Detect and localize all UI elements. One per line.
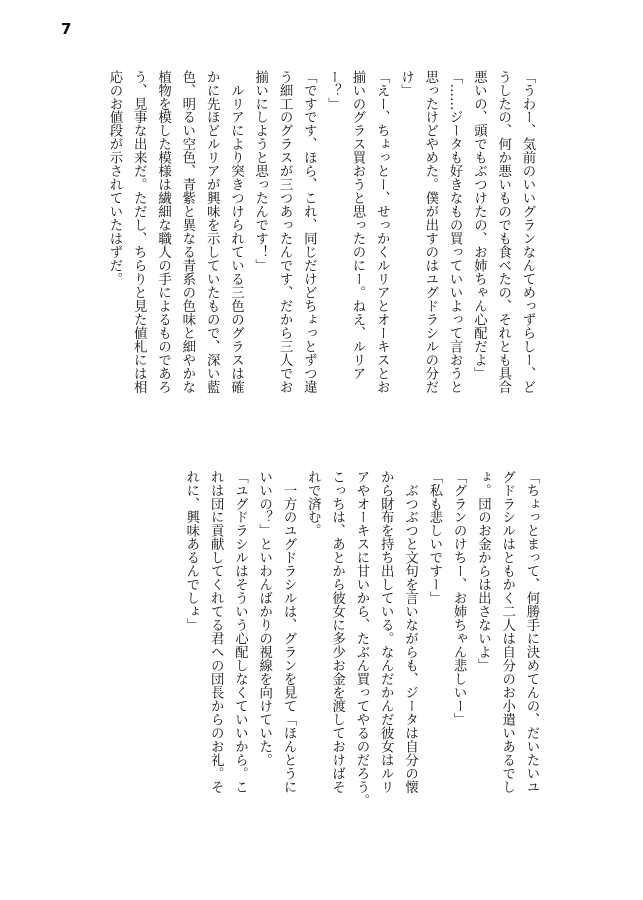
text-line: 「えー、ちょっとー、せっかくルリアとオーキスとお (374, 70, 390, 394)
text-line: 一方のユグドラシルは、グランを見て「ほんとうに (281, 470, 297, 794)
text-line: グドラシルはともかく二人は自分のお小遣いあるでし (499, 470, 515, 794)
text-line: 「グランのけちー、お姉ちゃん悲しいー」 (451, 470, 467, 727)
text-line: アやオーキスに甘いから、たぶん買ってやるのだろう。 (353, 470, 369, 807)
text-line: から財布を持ち出している。なんだかんだ彼女はルリ (378, 470, 394, 794)
text-line: ルリアにより突きつけられている三色のグラスは確 (228, 70, 244, 394)
text-block-upper (102, 70, 539, 448)
text-line: 揃いにしようと思ったんです！」 (252, 70, 268, 273)
text-line: け」 (398, 70, 414, 97)
text-line: ぶつぶつと文句を言いながらも、ジータは自分の懐 (402, 470, 418, 794)
text-line: う細工のグラスが三つあったんです、だから三人でお (277, 70, 293, 394)
text-line: 悪いの、頭でもぶつけたの、お姉ちゃん心配だよ」 (471, 70, 487, 381)
text-line: 「私も悲しいですー」 (426, 470, 442, 605)
text-line: 「ですです、ほら、これ、同じだけどちょっとずつ違 (301, 70, 317, 394)
text-line: 揃いのグラス買おうと思ったのにー。ねえ、ルリア (349, 70, 365, 381)
text-line: 応のお値段が示されていたはずだ。 (106, 70, 122, 286)
text-line: 「ユグドラシルはそういう心配しなくていいから。こ (232, 470, 248, 794)
text-line: ー？」 (325, 70, 341, 111)
text-line: うしたの、何か悪いものでも食べたの、それとも具合 (495, 70, 511, 394)
text-line: 色、明るい空色、青紫と異なる青系の色味と細やかな (179, 70, 195, 394)
text-line: 「……ジータも好きなもの買っていいよって言おうと (447, 70, 463, 394)
text-line: いいの？」といわんばかりの視線を向けていた。 (256, 470, 272, 767)
text-line: こっちは、あとから彼女に多少お金を渡しておけばそ (329, 470, 345, 794)
page-number: 7 (61, 20, 72, 38)
text-line: れは団に貢献してくれてる君への団長からのお礼。そ (208, 470, 224, 794)
text-line: 植物を模した模様は繊細な職人の手によるものであろ (155, 70, 171, 394)
text-line: う、見事な出来だ。ただし、ちらりと見た値札には相 (131, 70, 147, 394)
text-line: 思ったけどやめた。僕が出すのはユグドラシルの分だ (422, 70, 438, 394)
text-line: ょ。団のお金からは出さないよ」 (475, 470, 491, 673)
text-line: かに先ほどルリアが興味を示していたもので、深い藍 (204, 70, 220, 394)
text-line: れに、興味あるんでしょ」 (183, 470, 199, 632)
text-line: れで済む。 (305, 470, 321, 538)
text-line: 「ちょっとまって、何勝手に決めてんの、だいたいユ (524, 470, 539, 794)
text-line: 「うわー、気前のいいグランなんてめっずらしー、ど (520, 70, 535, 394)
text-block-lower (179, 470, 543, 852)
